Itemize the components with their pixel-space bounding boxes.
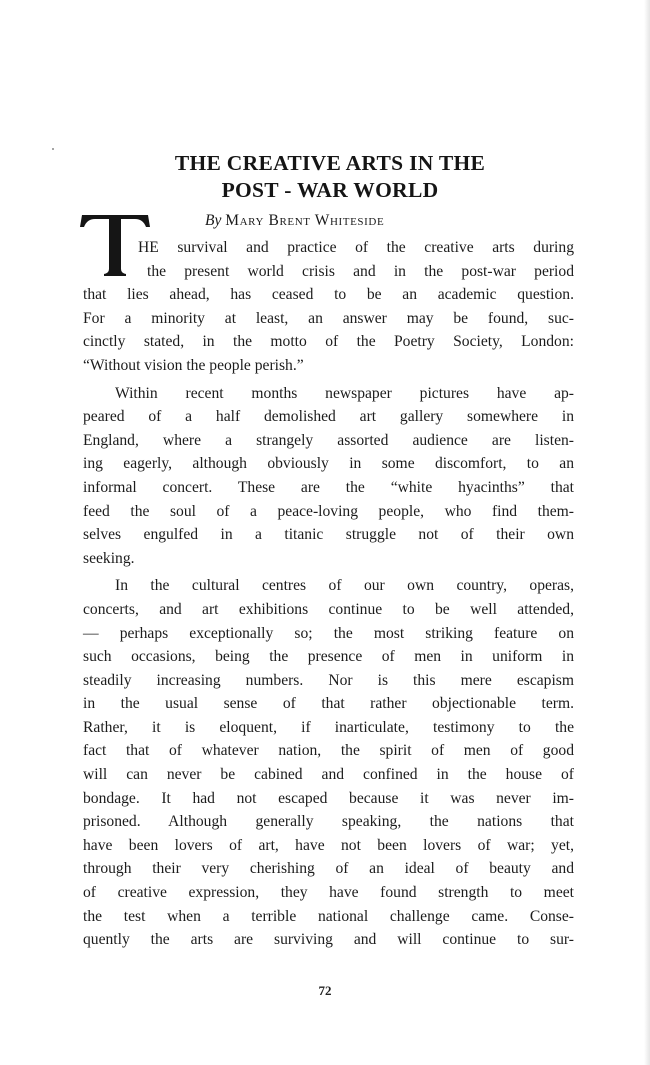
text-line: of creative expression, they have found strength to meet: [83, 884, 574, 902]
page-number: 72: [318, 983, 332, 998]
text-line: HE survival and practice of the creative arts during: [138, 239, 574, 256]
text-line: Rather, it is eloquent, if inarticulate, testimony to the: [83, 718, 574, 736]
text-line: England, where a strangely assorted audience are listen-: [83, 431, 574, 449]
text-line: that lies ahead, has ceased to be an academic question.: [83, 286, 574, 304]
article-title: [60, 150, 600, 204]
text-line: through their very cherishing of an ideal of beauty and: [83, 860, 574, 878]
text-line: fact that of whatever nation, the spirit of men of good: [83, 742, 574, 760]
text-line: bondage. It had not escaped because it was never im-: [83, 789, 574, 807]
title-line-2: POST - WAR WORLD: [221, 178, 439, 202]
text-line: peared of a half demolished art gallery somewhere in: [83, 408, 574, 426]
text-line: concerts, and art exhibitions continue to be well attended,: [83, 600, 574, 618]
paragraph-1: [83, 236, 574, 378]
text-line: the present world crisis and in the post-war period: [147, 262, 574, 280]
text-line: informal concert. These are the “white hyacinths” that: [83, 478, 574, 496]
text-line: — perhaps exceptionally so; the most striking feature on: [83, 624, 574, 642]
text-line: prisoned. Although generally speaking, the nations that: [83, 813, 574, 831]
text-line: have been lovers of art, have not been lovers of war; yet,: [83, 836, 574, 854]
paragraph-3: [83, 574, 574, 952]
paragraph-2: [83, 382, 574, 571]
text-line: feed the soul of a peace-loving people, who find them-: [83, 502, 574, 520]
text-line: the test when a terrible national challenge came. Conse-: [83, 907, 574, 925]
text-line: will can never be cabined and confined in the house of: [83, 766, 574, 784]
text-line: Within recent months newspaper pictures have ap-: [115, 384, 574, 402]
text-line: such occasions, being the presence of men in uniform in: [83, 648, 574, 666]
text-line: cinctly stated, in the motto of the Poetry Society, London:: [83, 333, 574, 351]
text-line: selves engulfed in a titanic struggle not of their own: [83, 526, 574, 544]
text-line: In the cultural centres of our own country, operas,: [115, 577, 574, 595]
text-line: “Without vision the people perish.”: [83, 356, 304, 374]
text-line: in the usual sense of that rather objectionable term.: [83, 695, 574, 713]
text-line: ing eagerly, although obviously in some discomfort, to an: [83, 455, 574, 473]
text-line: seeking.: [83, 549, 135, 567]
page-edge-shadow: [644, 0, 650, 1065]
byline-author: Mary Brent Whiteside: [225, 212, 385, 229]
text-line: steadily increasing numbers. Nor is this mere escapism: [83, 671, 574, 689]
byline: [205, 210, 384, 232]
title-line-1: THE CREATIVE ARTS IN THE: [174, 151, 486, 175]
article-body: [83, 236, 574, 952]
byline-prefix: By: [205, 212, 222, 229]
text-line: quently the arts are surviving and will continue to sur-: [83, 931, 574, 949]
text-line: For a minority at least, an answer may be found, suc-: [83, 309, 574, 327]
paper-speck: [52, 148, 54, 150]
